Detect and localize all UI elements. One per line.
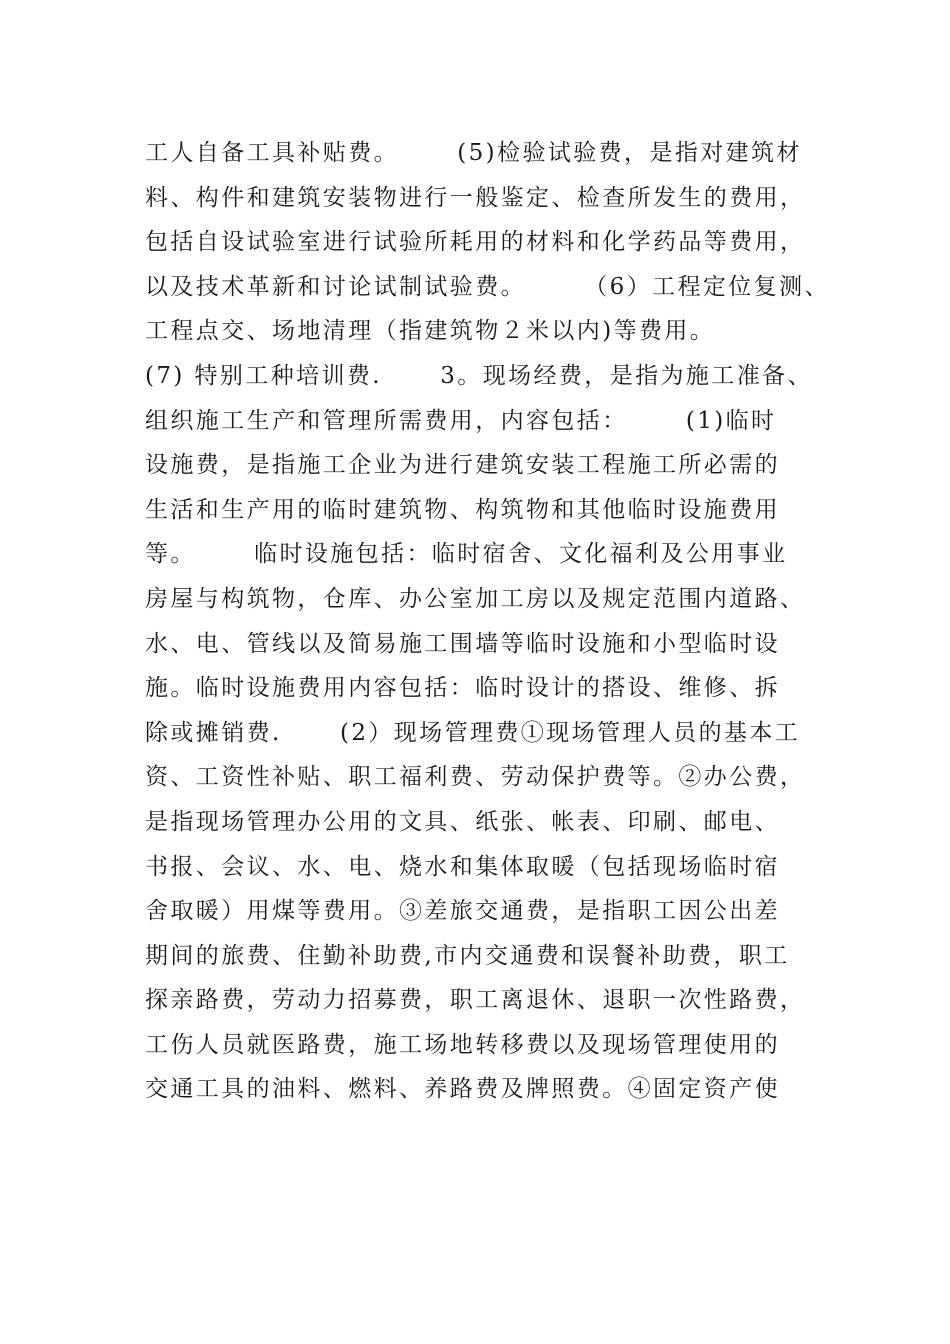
text-line: 舍取暖）用煤等费用。③差旅交通费，是指职工因公出差 [145,898,780,925]
text-line: (7) 特别工种培训费. 3。现场经费，是指为施工准备、 [145,362,813,389]
text-line: 水、电、管线以及简易施工围墙等临时设施和小型临时设 [145,630,780,657]
text-line: 包括自设试验室进行试验所耗用的材料和化学药品等费用， [145,229,806,256]
text-line: 房屋与构筑物，仓库、办公室加工房以及规定范围内道路、 [145,585,806,612]
text-line: 组织施工生产和管理所需费用，内容包括： (1)临时 [145,407,777,434]
text-line: 书报、会议、水、电、烧水和集体取暖（包括现场临时宿 [145,853,780,880]
text-line: 资、工资性补贴、职工福利费、劳动保护费等。②办公费， [145,764,806,791]
text-line: 工程点交、场地清理（指建筑物２米以内)等费用。 [145,318,716,345]
text-line: 交通工具的油料、燃料、养路费及牌照费。④固定资产使 [145,1076,780,1103]
text-line: 工人自备工具补贴费。 (5)检验试验费，是指对建筑材 [145,140,802,166]
text-line: 施。临时设施费用内容包括：临时设计的搭设、维修、拆 [145,675,780,702]
text-line: 除或摊销费. (2）现场管理费①现场管理人员的基本工 [145,719,801,746]
text-line: 设施费，是指施工企业为进行建筑安装工程施工所必需的 [145,452,780,479]
text-line: 料、构件和建筑安装物进行一般鉴定、检查所发生的费用， [145,184,806,211]
text-line: 工伤人员就医路费，施工场地转移费以及现场管理使用的 [145,1031,780,1058]
text-line: 探亲路费，劳动力招募费，职工离退休、退职一次性路费， [145,987,806,1014]
body-text [145,131,830,1112]
text-line: 生活和生产用的临时建筑物、构筑物和其他临时设施费用 [145,496,780,523]
text-line: 期间的旅费、住勤补助费,市内交通费和误餐补助费，职工 [145,942,790,969]
text-line: 以及技术革新和讨论试制试验费。 （6）工程定位复测、 [145,273,830,300]
text-line: 等。 临时设施包括：临时宿舍、文化福利及公用事业 [145,541,788,568]
text-line: 是指现场管理办公用的文具、纸张、帐表、印刷、邮电、 [145,808,780,835]
